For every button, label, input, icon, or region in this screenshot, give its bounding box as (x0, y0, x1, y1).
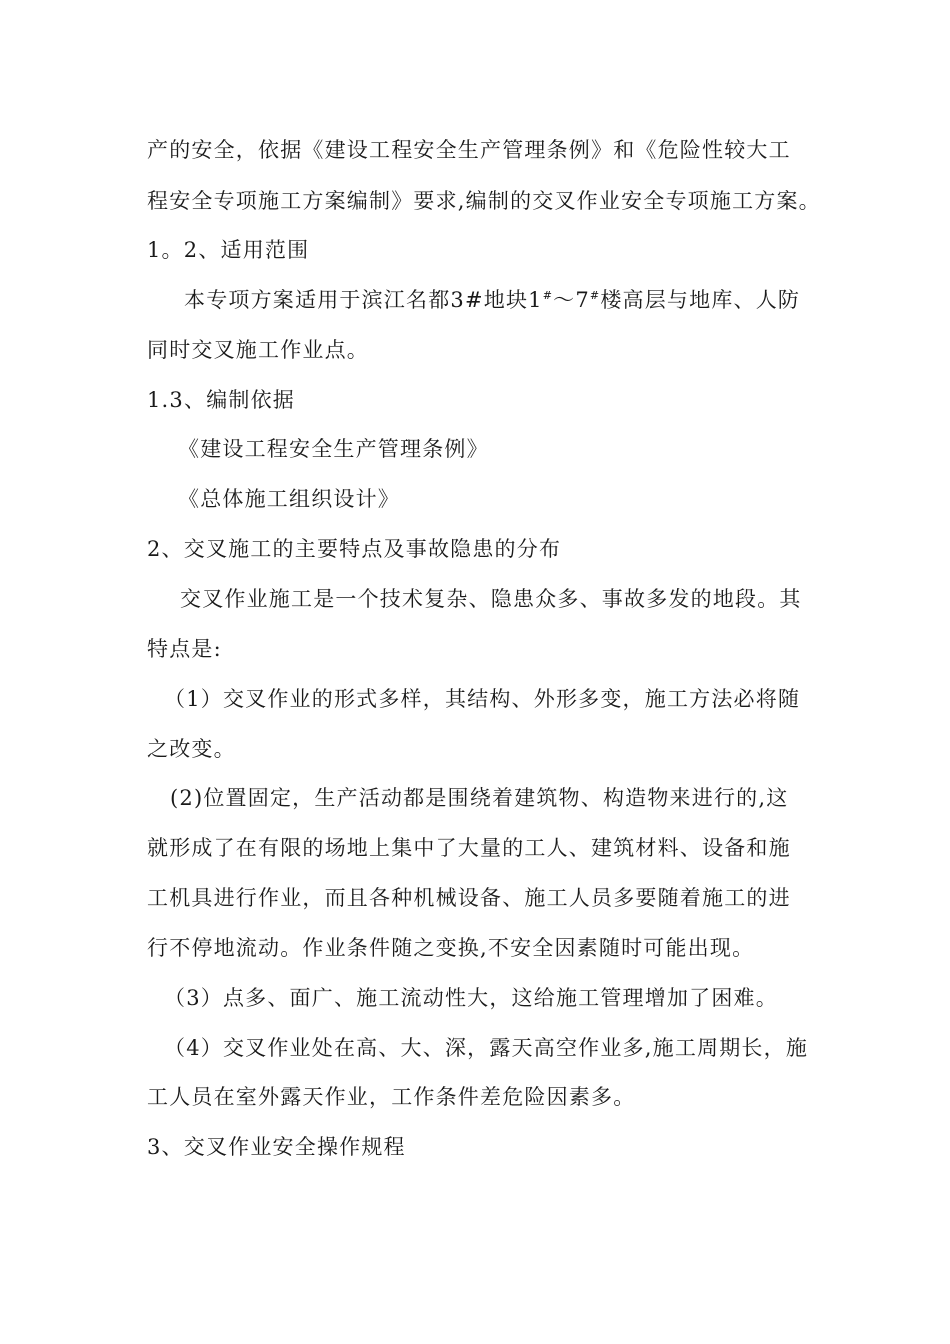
section-heading: 2、交叉施工的主要特点及事故隐患的分布 (147, 537, 562, 561)
reference-item: 《建设工程安全生产管理条例》 (178, 437, 489, 461)
paragraph-line: 工机具进行作业，而且各种机械设备、施工人员多要随着施工的进 (147, 886, 791, 910)
list-item: （1）交叉作业的形式多样，其结构、外形多变，施工方法必将随 (164, 687, 801, 711)
paragraph-line: 交叉作业施工是一个技术复杂、隐患众多、事故多发的地段。其 (180, 587, 802, 611)
section-heading: 3、交叉作业安全操作规程 (147, 1135, 406, 1159)
paragraph-line (184, 286, 800, 314)
section-heading: 1。2、适用范围 (147, 238, 310, 262)
paragraph-line: 程安全专项施工方案编制》要求,编制的交叉作业安全专项施工方案。 (147, 189, 821, 213)
paragraph-line: 同时交叉施工作业点。 (147, 338, 369, 362)
paragraph-line: 产的安全，依据《建设工程安全生产管理条例》和《危险性较大工 (147, 138, 791, 162)
section-heading: 1.3、编制依据 (147, 388, 295, 412)
superscript-mark: # (589, 289, 601, 302)
list-item: （4）交叉作业处在高、大、深，露天高空作业多,施工周期长，施 (164, 1036, 809, 1060)
text-segment: 本专项方案适用于滨江名都3#地块1 (184, 288, 543, 312)
paragraph-line: 就形成了在有限的场地上集中了大量的工人、建筑材料、设备和施 (147, 836, 791, 860)
text-segment: 楼高层与地库、人防 (600, 288, 801, 312)
list-item: （3）点多、面广、施工流动性大，这给施工管理增加了困难。 (164, 986, 778, 1010)
list-item: (2)位置固定，生产活动都是围绕着建筑物、构造物来进行的,这 (170, 786, 789, 810)
superscript-mark: # (542, 289, 554, 302)
paragraph-line: 之改变。 (147, 737, 236, 761)
paragraph-line: 特点是: (147, 637, 222, 661)
text-segment: ～7 (553, 288, 590, 312)
paragraph-line: 行不停地流动。作业条件随之变换,不安全因素随时可能出现。 (147, 936, 755, 960)
reference-item: 《总体施工组织设计》 (178, 487, 400, 511)
paragraph-line: 工人员在室外露天作业，工作条件差危险因素多。 (147, 1085, 636, 1109)
